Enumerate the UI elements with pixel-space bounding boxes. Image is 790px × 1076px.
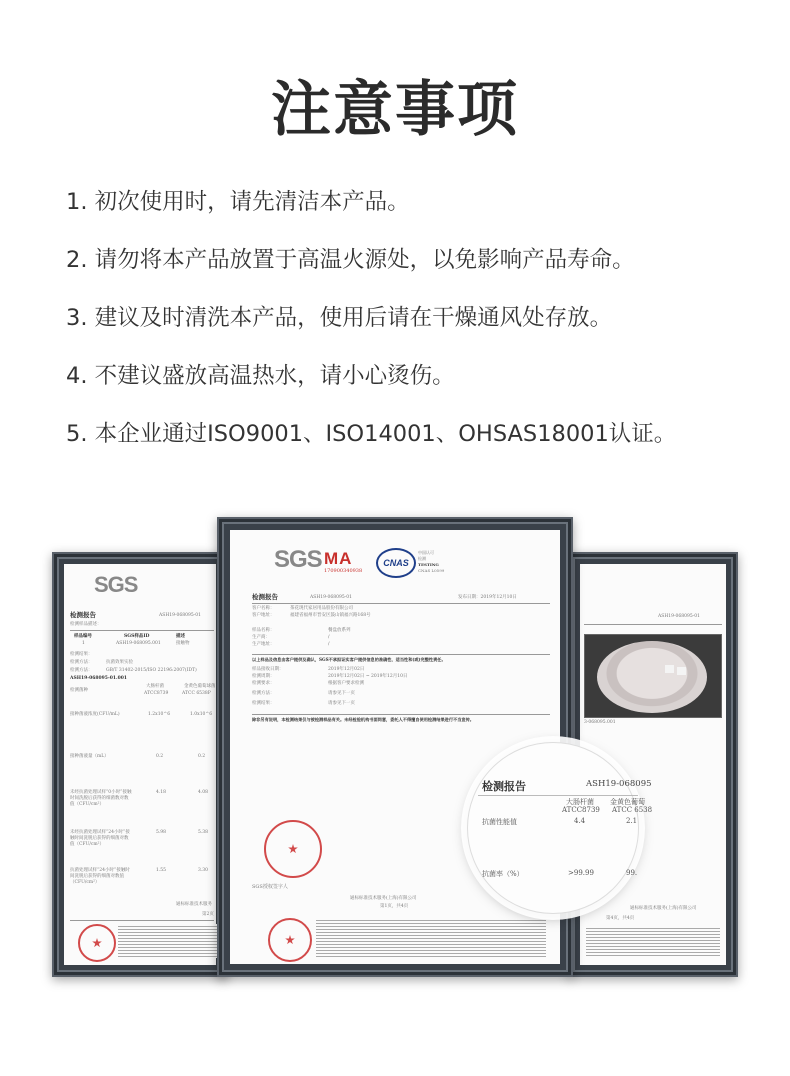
company-seal xyxy=(264,820,322,878)
note-item: 5. 本企业通过ISO9001、ISO14001、OHSAS18001认证。 xyxy=(66,421,677,447)
signer-label: SGS授权签字人 xyxy=(252,884,288,890)
field-value: 2019年12月02日 xyxy=(328,667,365,672)
zoom-row-value: >99.99 xyxy=(568,869,594,877)
field-value: 餐盘放系列 xyxy=(328,628,351,633)
sample-chip xyxy=(665,665,674,673)
row-label: 接种菌液浓度(CFU/mL) xyxy=(70,712,120,717)
field-label: 检测周期： xyxy=(252,674,275,679)
company-seal xyxy=(268,918,312,962)
field-label: 生产地址： xyxy=(252,642,275,647)
strain-label: 检测菌种 xyxy=(70,688,88,693)
row-value: 1.0x10^6 xyxy=(190,712,213,717)
zoom-row-label: 抗菌性能值 xyxy=(482,818,517,826)
field-value: / xyxy=(328,642,330,647)
field-value: 2019年12月02日 ~ 2019年12月10日 xyxy=(328,674,408,679)
ma-logo xyxy=(324,550,366,572)
field-label: 生产商： xyxy=(252,635,270,640)
zoom-row-value: 2.1 xyxy=(626,817,638,825)
footer-company: 通标标准技术服务 xyxy=(176,902,212,907)
divider xyxy=(584,624,722,625)
field-label: 检测要求： xyxy=(252,681,275,686)
zoom-row-value: 99. xyxy=(626,869,638,877)
row-value: 0.2 xyxy=(198,754,206,759)
field-label: 检测结果： xyxy=(252,701,275,706)
page-title: 注意事项 xyxy=(271,75,519,145)
note-item: 4. 不建议盛放高温热水，请小心烫伤。 xyxy=(66,363,455,389)
field-label: 检测方法： xyxy=(70,668,93,673)
magnifier-zoom xyxy=(467,742,653,914)
strain-code: ATCC8739 xyxy=(144,691,169,696)
notes-list xyxy=(66,190,676,480)
fine-print xyxy=(586,926,720,956)
left-certificate-frame xyxy=(52,552,228,977)
report-number: ASH19-068095-01 xyxy=(310,595,352,600)
field-label: 客户地址： xyxy=(252,613,275,618)
field-value: 请参见下一页 xyxy=(328,701,355,706)
divider xyxy=(252,714,550,715)
center-certificate-frame xyxy=(217,517,573,977)
row-value: 1.2x10^6 xyxy=(148,712,171,717)
photo-caption: 3-068095.001 xyxy=(584,720,616,725)
cnas-text: CNAS xyxy=(383,558,409,568)
zoom-strain: 大肠杆菌 xyxy=(566,798,594,806)
sample-id: ASH19-068095-01.001 xyxy=(70,676,127,681)
row-label: 抗菌处理试样“24小时”接触时间洗脱后获得的细菌对数值（CFU/cm²） xyxy=(70,868,130,885)
field-value: 茶花现代家居用品股份有限公司 xyxy=(290,606,353,611)
row-value: 4.18 xyxy=(156,790,167,795)
field-value: 抗菌效果实验 xyxy=(106,660,133,665)
strain-name: 大肠杆菌 xyxy=(146,684,164,689)
col-header: SGS样品ID xyxy=(124,634,150,639)
zoom-report-title: 检测报告 xyxy=(482,780,526,793)
row-value: 3.30 xyxy=(198,868,209,873)
row-value: 0.2 xyxy=(156,754,164,759)
cnas-caption: 检测 xyxy=(418,556,426,561)
divider xyxy=(252,603,550,604)
field-value: / xyxy=(328,635,330,640)
note-item: 3. 建议及时清洗本产品，使用后请在干燥通风处存放。 xyxy=(66,305,613,331)
row-label: 接种菌液量（mL） xyxy=(70,754,109,759)
note: 除非另有说明，本检测结果仅与被检测样品有关。未经检验机构书面同意，委托人不得擅自使用检测结果进行不当宣传。 xyxy=(252,717,474,722)
report-number: ASH19-068095-01 xyxy=(658,614,700,619)
zoom-row-label: 抗菌率（%） xyxy=(482,870,524,878)
cnas-caption: 中国认可 xyxy=(418,550,434,555)
field-value: 请参见下一页 xyxy=(328,691,355,696)
fine-print xyxy=(118,924,218,958)
ma-text: MA xyxy=(324,549,353,568)
field-label: 样品名称： xyxy=(252,628,275,633)
ma-number: 170900340938 xyxy=(324,568,363,574)
note-item: 2. 请勿将本产品放置于高温火源处，以免影响产品寿命。 xyxy=(66,247,635,273)
disclaimer: 以上样品及信息由客户提供及确认，SGS不承担证实客户提供信息的准确性、适当性和(或)完整性责任。 xyxy=(252,657,446,662)
row-label: 未经抗菌处理试样“24小时”接触时间洗脱后获得的细菌对数值（CFU/cm²） xyxy=(70,830,130,847)
field-value: 福建省福州市晋安区鼓山镇福兴路168号 xyxy=(290,613,371,618)
field-value: 根据客户要求检测 xyxy=(328,681,364,686)
cell: 接触物 xyxy=(176,641,190,646)
fine-print xyxy=(316,918,546,958)
report-number: ASH19-068095-01 xyxy=(159,613,201,618)
field-label: 客户名称： xyxy=(252,606,275,611)
field-label: 检测方法： xyxy=(252,691,275,696)
zoom-row-value: 4.4 xyxy=(574,817,586,825)
footer-company: 通标标准技术服务(上海)有限公司 xyxy=(350,896,417,901)
field-value: GB/T 31402-2015/ISO 22196:2007(IDT) xyxy=(106,668,197,673)
divider xyxy=(70,920,214,921)
report-title: 检测报告 xyxy=(252,593,278,601)
page-number: 第1页，共4页 xyxy=(380,904,409,909)
sample-chip xyxy=(677,667,686,675)
cell: ASH19-068095.001 xyxy=(116,641,161,646)
plate-image xyxy=(597,641,707,713)
sample-desc-label: 检测样品描述： xyxy=(70,622,102,627)
divider xyxy=(70,630,214,631)
note-item: 1. 初次使用时，请先清洁本产品。 xyxy=(66,189,410,215)
divider xyxy=(252,654,550,655)
field-label: 检测方法： xyxy=(70,660,93,665)
footer-company: 通标标准技术服务(上海)有限公司 xyxy=(630,906,697,911)
cell: 1 xyxy=(82,641,85,646)
sample-photo xyxy=(584,634,722,718)
col-header: 描述 xyxy=(176,634,185,639)
zoom-strain-code: ATCC8739 xyxy=(562,806,600,814)
cnas-caption: CNAS L0599 xyxy=(418,568,445,573)
row-value: 5.98 xyxy=(156,830,167,835)
cnas-logo xyxy=(376,548,416,578)
field-label: 检测结果： xyxy=(70,652,93,657)
col-header: 样品编号 xyxy=(74,634,92,639)
page-number: 第2页 xyxy=(202,912,214,917)
zoom-strain: 金黄色葡萄 xyxy=(610,798,645,806)
row-value: 4.08 xyxy=(198,790,209,795)
company-seal xyxy=(78,924,116,962)
sgs-logo: SGS xyxy=(274,546,322,573)
row-label: 未经抗菌处理试样“0小时”接触时间洗脱后获得的细菌数对数值（CFU/cm²） xyxy=(70,790,132,807)
row-value: 1.55 xyxy=(156,868,167,873)
sgs-logo: SGS xyxy=(94,572,138,597)
issue-date: 发布日期：2019年12月10日 xyxy=(458,595,517,600)
strain-name: 金黄色葡萄球菌 xyxy=(184,684,216,689)
page-number: 第4页，共4页 xyxy=(606,916,635,921)
field-label: 样品接收日期： xyxy=(252,667,284,672)
strain-code: ATCC 6538P xyxy=(182,691,211,696)
cnas-caption: TESTING xyxy=(418,562,439,567)
row-value: 5.38 xyxy=(198,830,209,835)
zoom-strain-code: ATCC 6538 xyxy=(612,806,653,814)
report-title: 检测报告 xyxy=(70,611,96,619)
divider xyxy=(478,795,638,796)
zoom-report-number: ASH19-068095 xyxy=(586,779,652,789)
left-certificate-paper xyxy=(64,564,216,965)
